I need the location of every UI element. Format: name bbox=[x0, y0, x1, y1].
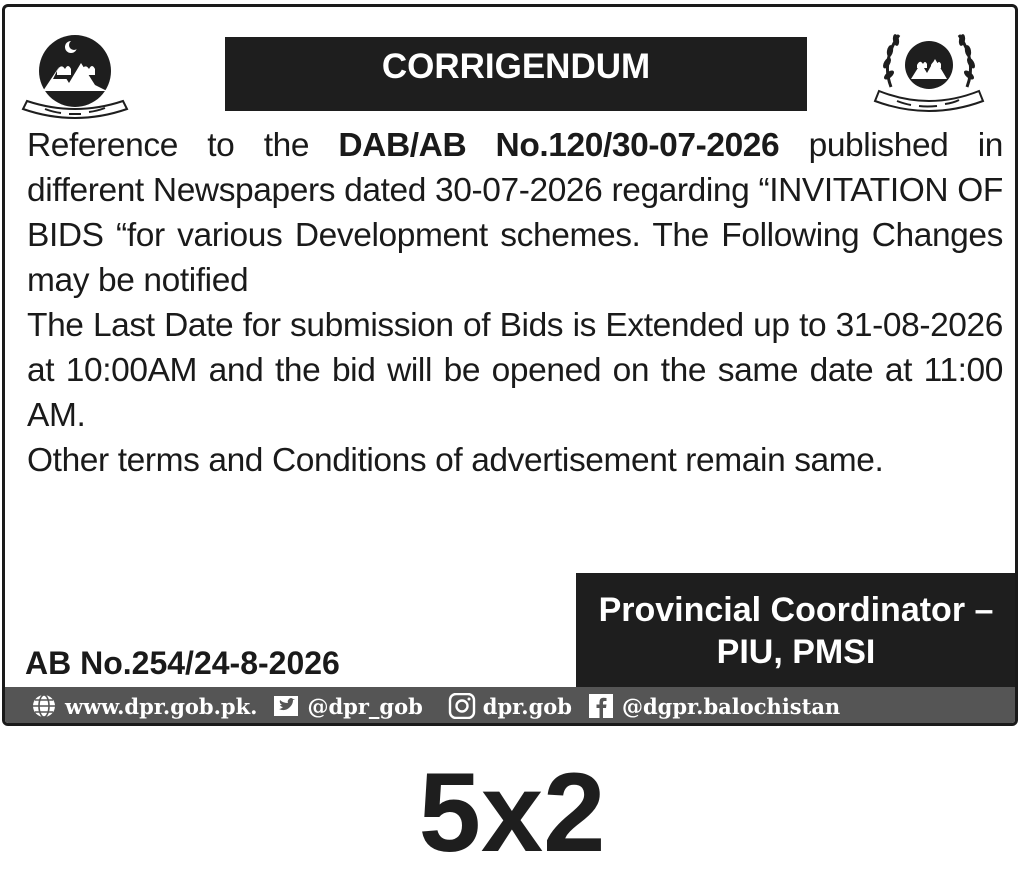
facebook-handle[interactable]: @dgpr.balochistan bbox=[622, 693, 841, 719]
notice-body bbox=[27, 123, 1003, 483]
instagram-handle[interactable]: dpr.gob bbox=[482, 693, 572, 719]
dgpr-wreath-logo bbox=[869, 25, 989, 123]
instagram-item[interactable] bbox=[447, 693, 572, 719]
website-item[interactable] bbox=[29, 693, 257, 719]
reference-number: DAB/AB No.120/30-07-2026 bbox=[338, 127, 780, 164]
reference-prefix: Reference to the bbox=[27, 127, 339, 164]
balochistan-emblem-logo bbox=[19, 27, 131, 123]
instagram-icon bbox=[447, 693, 477, 719]
ad-size-label: 5x2 bbox=[418, 750, 606, 875]
signatory-unit: PIU, PMSI bbox=[716, 633, 876, 671]
reference-details: published in different Newspapers dated 30-07-2026 regarding “INVITATION OF BIDS “for various Development schemes. The Following Changes may be notified bbox=[27, 127, 1003, 299]
twitter-item[interactable] bbox=[271, 693, 422, 719]
twitter-icon bbox=[271, 693, 301, 719]
twitter-handle[interactable]: @dpr_gob bbox=[307, 693, 423, 719]
globe-icon bbox=[29, 693, 59, 719]
facebook-item[interactable] bbox=[586, 693, 840, 719]
signatory-title: Provincial Coordinator – bbox=[598, 591, 994, 629]
signatory-box bbox=[576, 573, 1016, 689]
reference-paragraph bbox=[27, 123, 1003, 303]
ab-reference-number: AB No.254/24-8-2026 bbox=[25, 645, 340, 681]
social-footer-bar bbox=[5, 687, 1015, 725]
corrigendum-title: CORRIGENDUM bbox=[225, 37, 807, 111]
facebook-icon bbox=[586, 693, 616, 719]
website-link[interactable]: www.dpr.gob.pk. bbox=[65, 693, 258, 719]
deadline-paragraph: The Last Date for submission of Bids is Extended up to 31-08-2026 at 10:00AM and the bid will be opened on the same date at 11:00 AM. bbox=[27, 307, 1003, 434]
advertisement-frame bbox=[2, 4, 1018, 726]
terms-paragraph: Other terms and Conditions of advertisement remain same. bbox=[27, 442, 884, 479]
